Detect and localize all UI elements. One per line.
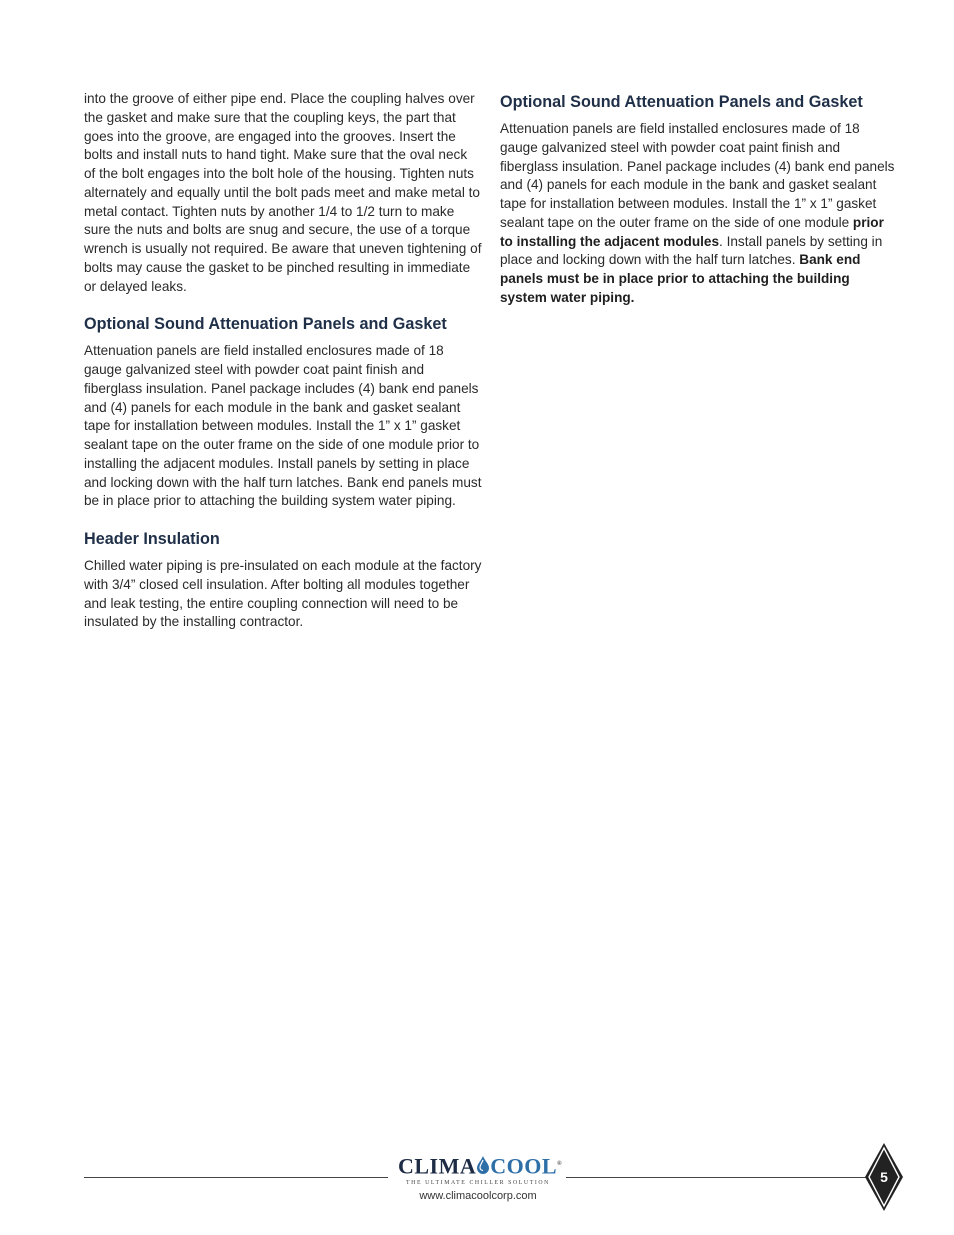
logo-registered-mark: ® (557, 1161, 563, 1167)
page-number: 5 (880, 1169, 888, 1185)
left-column (84, 90, 482, 632)
sound-attenuation-heading: Optional Sound Attenuation Panels and Gasket (84, 315, 447, 334)
body-bold-part2: Bank end panels must be in place prior to attaching the building system water piping. (500, 252, 861, 305)
coupling-instructions-text: into the groove of either pipe end. Place the coupling halves over the gasket and make sure that the coupling keys, the part that goes into the groove, are engaged into the grooves. Insert the bolts and install nuts to hand tight. Make sure that the oval neck of the bolt engages into the bolt hole of the housing. Tighten nuts alternately and equally until the bolt pads meet and make metal to metal contact. Tighten nuts by another 1/4 to 1/2 turn to make sure the nuts and bolts are snug and secure, the use of a torque wrench is usually not required. Be aware that uneven tightening of bolts may cause the gasket to be pinched resulting in immediate or delayed leaks. (84, 91, 482, 294)
header-insulation-section (84, 529, 482, 632)
body-text-part2: . Install panels by setting in place and locking down with the half turn latches. (500, 233, 883, 268)
footer-rule-right (566, 1177, 868, 1178)
logo-clima-text: CLIMA (398, 1153, 477, 1179)
sound-attenuation-heading-right: Optional Sound Attenuation Panels and Gasket (500, 93, 863, 111)
logo-tagline: THE ULTIMATE CHILLER SOLUTION (406, 1180, 550, 1187)
sound-attenuation-body: Attenuation panels are field installed enclosures made of 18 gauge galvanized steel with powder coat paint finish and fiberglass insulation. Panel package includes (4) bank end panels and (4) panels for each module in the bank and gasket sealant tape for installation between modules. Install the 1” x 1” gasket sealant tape on the outer frame on the side of one module prior to installing the adjacent modules. Install panels by setting in place and locking down with the half turn latches. Bank end panels must be in place prior to attaching the building system water piping. (84, 343, 482, 509)
climacool-logo (398, 1152, 563, 1187)
right-column (500, 92, 898, 308)
website-url[interactable]: www.climacoolcorp.com (419, 1190, 537, 1202)
header-insulation-body: Chilled water piping is pre-insulated on each module at the factory with 3/4” closed cell insulation. After bolting all modules together and leak testing, the entire coupling connection will need to be insulated by the installing contractor. (84, 558, 482, 630)
sound-attenuation-body-right (500, 120, 898, 308)
water-drop-icon (476, 1155, 490, 1175)
logo-wordmark (398, 1152, 563, 1179)
logo-cool-text: COOL (490, 1153, 558, 1179)
header-insulation-heading: Header Insulation (84, 530, 220, 548)
footer-rule-left (84, 1177, 388, 1178)
body-bold-part1: prior to installing the adjacent modules (500, 214, 884, 249)
sound-attenuation-section (84, 314, 482, 511)
body-text-part1: Attenuation panels are field installed enclosures made of 18 gauge galvanized steel with powder coat paint finish and fiberglass insulation. Panel package includes (4) bank end panels and (4) panels for each module in the bank and gasket sealant tape for installation between modules. Install the 1” x 1” gasket sealant tape on the outer frame on the side of one module (500, 121, 895, 230)
